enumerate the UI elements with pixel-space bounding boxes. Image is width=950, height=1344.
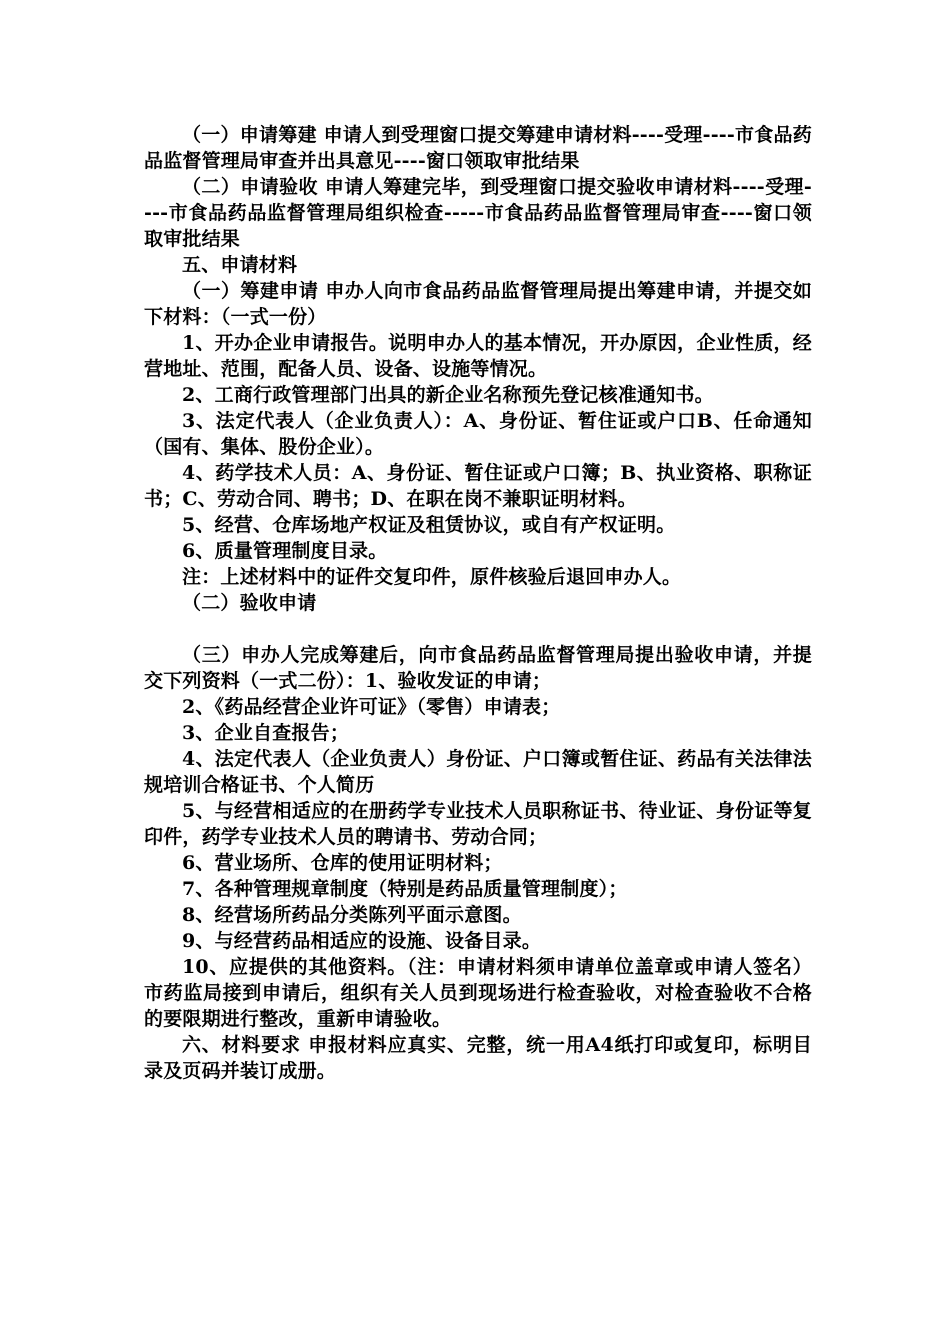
paragraph-acceptance-application: （三）申办人完成筹建后，向市食品药品监督管理局提出验收申请，并提交下列资料（一式二份）：1、验收发证的申请； <box>144 644 812 692</box>
document-body <box>144 122 812 1084</box>
paragraph-build-application: （一）筹建申请 申办人向市食品药品监督管理局提出筹建申请，并提交如下材料：（一式一份） <box>144 280 812 328</box>
list-item: 5、与经营相适应的在册药学专业技术人员职称证书、待业证、身份证等复印件，药学专业技术人员的聘请书、劳动合同； <box>144 800 812 848</box>
list-item: 4、法定代表人（企业负责人）身份证、户口簿或暂住证、药品有关法律法规培训合格证书、个人简历 <box>144 748 812 796</box>
list-item: 5、经营、仓库场地产权证及租赁协议，或自有产权证明。 <box>182 514 676 536</box>
paragraph-apply-build: （一）申请筹建 申请人到受理窗口提交筹建申请材料----受理----市食品药品监督管理局审查并出具意见----窗口领取审批结果 <box>144 124 812 172</box>
list-item: 8、经营场所药品分类陈列平面示意图。 <box>182 904 522 926</box>
paragraph-apply-accept: （二）申请验收 申请人筹建完毕，到受理窗口提交验收申请材料----受理----市食品药品监督管理局组织检查-----市食品药品监督管理局审查----窗口领取审批结果 <box>144 176 812 250</box>
list-item: 1、开办企业申请报告。说明申办人的基本情况，开办原因，企业性质，经营地址、范围，配备人员、设备、设施等情况。 <box>144 332 812 380</box>
list-item: 4、药学技术人员：A、身份证、暂住证或户口簿；B、执业资格、职称证书；C、劳动合同、聘书；D、在职在岗不兼职证明材料。 <box>144 462 812 510</box>
list-item: 2、《药品经营企业许可证》（零售）申请表； <box>182 696 561 718</box>
list-item: 9、与经营药品相适应的设施、设备目录。 <box>182 930 542 952</box>
list-item: 10、应提供的其他资料。（注：申请材料须申请单位盖章或申请人签名） 市药监局接到申请后，组织有关人员到现场进行检查验收，对检查验收不合格的要限期进行整改，重新申请验收。 <box>144 956 812 1030</box>
list-item: 3、法定代表人（企业负责人）：A、身份证、暂住证或户口B、任命通知（国有、集体、股份企业）。 <box>144 410 812 458</box>
list-item: 6、质量管理制度目录。 <box>182 540 388 562</box>
list-item: 3、企业自查报告； <box>182 722 350 744</box>
section-heading-materials: 五、申请材料 <box>182 254 298 276</box>
list-item: 6、营业场所、仓库的使用证明材料； <box>182 852 503 874</box>
note: 注：上述材料中的证件交复印件，原件核验后退回申办人。 <box>182 566 682 588</box>
list-item: 7、各种管理规章制度（特别是药品质量管理制度）； <box>182 878 628 900</box>
list-item: 2、工商行政管理部门出具的新企业名称预先登记核准通知书。 <box>182 384 714 406</box>
subheading-acceptance: （二）验收申请 <box>182 592 317 614</box>
section-heading-requirements: 六、材料要求 申报材料应真实、完整，统一用A4纸打印或复印，标明目录及页码并装订成册。 <box>144 1034 812 1082</box>
